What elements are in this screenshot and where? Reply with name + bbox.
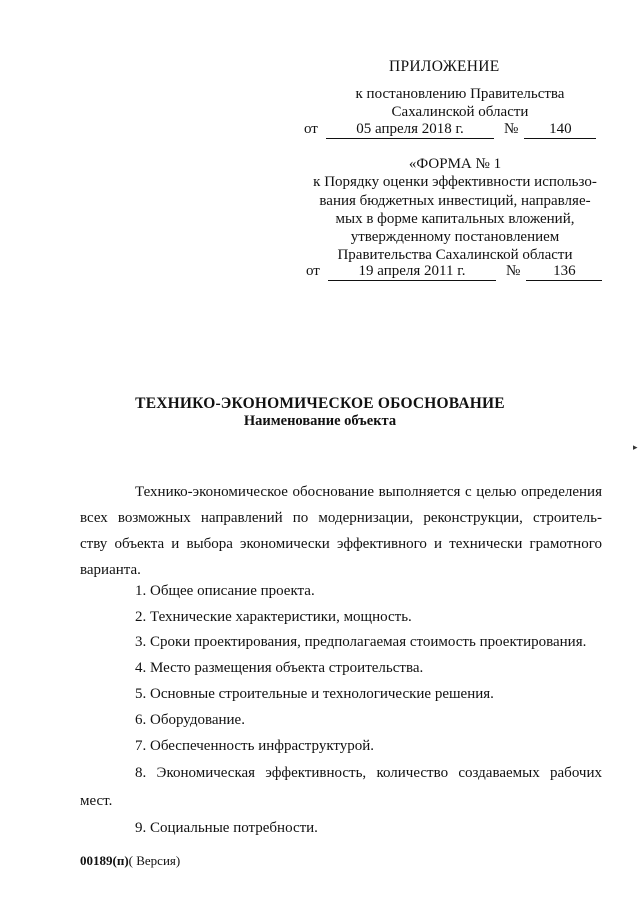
intro-line: Технико-экономическое обоснование выполняется с целью определения bbox=[135, 484, 602, 500]
scan-mark: ▸ bbox=[633, 442, 638, 452]
list-item: 7. Обеспеченность инфраструктурой. bbox=[135, 738, 375, 754]
resolution-line-2: Сахалинской области bbox=[391, 104, 529, 120]
resolution-number: 140 bbox=[524, 121, 596, 139]
number-sign: № bbox=[504, 121, 519, 137]
resolution-line-1: к постановлению Правительства bbox=[355, 86, 565, 102]
intro-line: варианта. bbox=[80, 562, 141, 578]
list-item: 3. Сроки проектирования, предполагаемая стоимость проектирования. bbox=[135, 634, 587, 650]
list-item: 1. Общее описание проекта. bbox=[135, 583, 315, 599]
list-item-continuation: мест. bbox=[80, 793, 113, 809]
ot-label: от bbox=[304, 121, 318, 137]
resolution-date: 05 апреля 2018 г. bbox=[326, 121, 494, 139]
form-ref-line: «ФОРМА № 1 bbox=[408, 156, 502, 172]
form-ref-date: 19 апреля 2011 г. bbox=[328, 263, 496, 281]
list-item: 9. Социальные потребности. bbox=[135, 820, 318, 836]
intro-line: ству объекта и выбора экономически эффективного и технически грамотного bbox=[80, 536, 602, 552]
document-title: ТЕХНИКО-ЭКОНОМИЧЕСКОЕ ОБОСНОВАНИЕ bbox=[135, 395, 505, 412]
appendix-title: ПРИЛОЖЕНИЕ bbox=[389, 58, 500, 75]
number-sign: № bbox=[506, 263, 521, 279]
list-item: 8. Экономическая эффективность, количество создаваемых рабочих bbox=[135, 765, 602, 781]
list-item: 4. Место размещения объекта строительства. bbox=[135, 660, 424, 676]
list-item: 6. Оборудование. bbox=[135, 712, 245, 728]
form-ref-line: вания бюджетных инвестиций, направляе- bbox=[319, 192, 591, 209]
object-name-title: Наименование объекта bbox=[243, 413, 397, 429]
form-ref-line: Правительства Сахалинской области bbox=[337, 247, 573, 264]
ot-label: от bbox=[306, 263, 320, 279]
list-item: 2. Технические характеристики, мощность. bbox=[135, 609, 412, 625]
document-version: ( Версия) bbox=[128, 853, 181, 868]
form-ref-line: к Порядку оценки эффективности использо- bbox=[313, 174, 597, 191]
resolution-date-row bbox=[304, 121, 596, 139]
form-reference bbox=[305, 155, 605, 265]
list-item: 5. Основные строительные и технологические решения. bbox=[135, 686, 494, 702]
intro-paragraph bbox=[80, 479, 602, 583]
form-ref-line: мых в форме капитальных вложений, bbox=[335, 210, 575, 227]
document-code bbox=[80, 853, 180, 869]
intro-line: всех возможных направлений по модернизации, реконструкции, строитель- bbox=[80, 510, 602, 526]
form-ref-number: 136 bbox=[526, 263, 602, 281]
form-ref-line: утвержденному постановлением bbox=[350, 229, 560, 246]
form-ref-date-row bbox=[306, 263, 602, 281]
document-code-number: 00189(п) bbox=[80, 853, 129, 868]
